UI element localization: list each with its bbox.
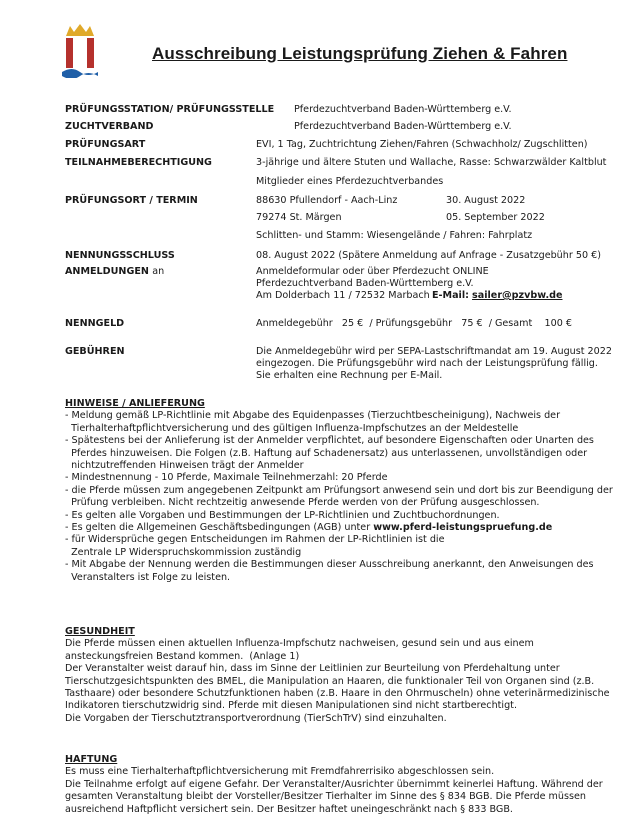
section-gesundheit <box>65 626 610 725</box>
value-anmeldungen-2: Pferdezuchtverband Baden-Württemberg e.V. <box>256 278 474 289</box>
label-anmeldungen <box>65 266 164 278</box>
email-row <box>432 290 562 302</box>
label-nenngeld: NENNGELD <box>65 318 125 329</box>
heading-gesundheit: GESUNDHEIT <box>65 626 135 637</box>
agb-text: - Es gelten die Allgemeinen Geschäftsbedingungen (AGB) unter <box>65 522 374 534</box>
heading-haftung: HAFTUNG <box>65 754 118 765</box>
value-nenngeld: Anmeldegebühr 25 € / Prüfungsgebühr 75 € / Gesamt 100 € <box>256 318 572 329</box>
haftung-line: gesamten Veranstaltung bleibt der Vorsteller/Besitzer Tierhalter im Sinne des § 834 BGB. Die Pferde müssen <box>65 791 586 803</box>
value-station: Pferdezuchtverband Baden-Württemberg e.V. <box>294 104 512 115</box>
gesundheit-line: Die Pferde müssen einen aktuellen Influenza-Impfschutz nachweisen, gesund sein und aus einem <box>65 638 534 650</box>
hinweise-line: - Mindestnennung - 10 Pferde, Maximale Teilnehmerzahl: 20 Pferde <box>65 472 388 484</box>
value-nennungsschluss: 08. August 2022 (Spätere Anmeldung auf Anfrage - Zusatzgebühr 50 €) <box>256 250 601 261</box>
value-ort-2-place: 79274 St. Märgen <box>256 212 342 223</box>
hinweise-line: Zentrale LP Widerspruchskommission zuständig <box>65 546 302 558</box>
value-ort-1-place: 88630 Pfullendorf - Aach-Linz <box>256 195 398 206</box>
hinweise-line-agb <box>65 522 613 534</box>
hinweise-line: Tierhalterhaftpflichtversicherung und des gültigen Influenza-Impfschutzes an der Meldestelle <box>65 422 519 434</box>
logo-bar-left <box>66 38 73 68</box>
value-zuchtverband: Pferdezuchtverband Baden-Württemberg e.V. <box>294 121 512 132</box>
hinweise-line: nichtzutreffenden Hinweisen trägt der Anmelder <box>65 460 304 472</box>
hinweise-line: Veranstalters ist Folge zu leisten. <box>65 571 231 583</box>
haftung-line: Es muss eine Tierhalterhaftpflichtversicherung mit Fremdfahrerrisiko abgeschlossen sein. <box>65 766 495 778</box>
haftung-line: Die Teilnahme erfolgt auf eigene Gefahr. Der Veranstalter/Ausrichter übernimmt keinerlei Haftung. Während der <box>65 778 603 790</box>
email-label: E-Mail: <box>432 290 469 301</box>
pzv-logo <box>58 22 102 78</box>
value-gebuehren-2: eingezogen. Die Prüfungsgebühr wird nach der Leistungsprüfung fällig. <box>256 358 598 369</box>
value-ort-1-date: 30. August 2022 <box>446 195 526 206</box>
logo-crown-icon <box>66 24 94 36</box>
gesundheit-line: Die Vorgaben der Tierschutztransportverordnung (TierSchTrV) sind einzuhalten. <box>65 712 447 724</box>
value-ort-note: Schlitten- und Stamm: Wiesengelände / Fahren: Fahrplatz <box>256 230 533 241</box>
gesundheit-line: Der Veranstalter weist darauf hin, dass im Sinne der Leitlinien zur Beurteilung von Pferdehaltung unter <box>65 663 560 675</box>
label-zuchtverband: ZUCHTVERBAND <box>65 121 154 132</box>
value-ort-2-date: 05. September 2022 <box>446 212 545 223</box>
label-ort: PRÜFUNGSORT / TERMIN <box>65 195 198 206</box>
section-haftung <box>65 754 603 816</box>
hinweise-line: - für Widersprüche gegen Entscheidungen im Rahmen der LP-Richtlinien ist die <box>65 534 445 546</box>
hinweise-line: - die Pferde müssen zum angegebenen Zeitpunkt am Prüfungsort anwesend sein und dort bis zur Beendigung der <box>65 484 613 496</box>
page-title: Ausschreibung Leistungsprüfung Ziehen & Fahren <box>152 44 568 63</box>
gesundheit-line: Indikatoren tierschutzwidrig sind. Pferde mit diesen Manipulationen sind nicht startberechtigt. <box>65 700 517 712</box>
gesundheit-line: Tierschutzgesichtspunkten des BMEL, die Manipulation an Haaren, die funktionaler Teil von Organen sind (z.B. <box>65 675 595 687</box>
label-nennungsschluss: NENNUNGSSCHLUSS <box>65 250 175 261</box>
gesundheit-line: Tasthaare) oder besondere Schutzfunktionen haben (z.B. Haare in den Ohrmuscheln) ohne veterinärmedizinische <box>65 688 610 700</box>
hinweise-line: - Mit Abgabe der Nennung werden die Bestimmungen dieser Ausschreibung anerkannt, den Anweisungen des <box>65 559 594 571</box>
label-anmeldungen-suffix: an <box>152 266 165 277</box>
logo-wave-icon <box>62 69 98 78</box>
gesundheit-line: ansteckungsfreien Bestand kommen. (Anlage 1) <box>65 650 300 662</box>
agb-link[interactable]: www.pferd-leistungspruefung.de <box>373 522 553 534</box>
label-teilnahme: TEILNAHMEBERECHTIGUNG <box>65 157 212 168</box>
value-anmeldungen-1: Anmeldeformular oder über Pferdezucht ONLINE <box>256 266 489 277</box>
hinweise-line: Pferdes hinzuweisen. Die Folgen (z.B. Haftung auf Schadenersatz) aus unterlassenen, unvollständigen oder <box>65 447 588 459</box>
hinweise-line: Prüfung verbleiben. Nicht rechtzeitig anwesende Pferde werden von der Prüfung ausgeschlossen. <box>65 497 540 509</box>
hinweise-line: - Es gelten alle Vorgaben und Bestimmungen der LP-Richtlinien und Zuchtbuchordnungen. <box>65 509 500 521</box>
section-hinweise <box>65 398 613 584</box>
value-gebuehren-3: Sie erhalten eine Rechnung per E-Mail. <box>256 370 443 381</box>
label-pruefungsart: PRÜFUNGSART <box>65 139 146 150</box>
value-anmeldungen-3: Am Dolderbach 11 / 72532 Marbach <box>256 290 430 301</box>
haftung-line: ausreichend Haftpflicht versichert sein. Der Besitzer haftet uneingeschränkt nach § 833 BGB. <box>65 803 513 815</box>
heading-hinweise: HINWEISE / ANLIEFERUNG <box>65 398 205 409</box>
logo-bar-right <box>87 38 94 68</box>
hinweise-line: - Meldung gemäß LP-Richtlinie mit Abgabe des Equidenpasses (Tierzuchtbescheinigung), Nachweis der <box>65 410 561 422</box>
value-pruefungsart: EVI, 1 Tag, Zuchtrichtung Ziehen/Fahren (Schwachholz/ Zugschlitten) <box>256 139 588 150</box>
label-gebuehren: GEBÜHREN <box>65 346 125 357</box>
value-gebuehren-1: Die Anmeldegebühr wird per SEPA-Lastschriftmandat am 19. August 2022 <box>256 346 612 357</box>
email-link[interactable]: sailer@pzvbw.de <box>472 290 563 301</box>
value-teilnahme-1: 3-jährige und ältere Stuten und Wallache, Rasse: Schwarzwälder Kaltblut <box>256 157 607 168</box>
label-station: PRÜFUNGSSTATION/ PRÜFUNGSSTELLE <box>65 104 275 115</box>
value-teilnahme-2: Mitglieder eines Pferdezuchtverbandes <box>256 176 444 187</box>
label-anmeldungen-text: ANMELDUNGEN <box>65 266 149 277</box>
hinweise-line: - Spätestens bei der Anlieferung ist der Anmelder verpflichtet, auf besondere Eigenschaften oder Unarten des <box>65 435 594 447</box>
